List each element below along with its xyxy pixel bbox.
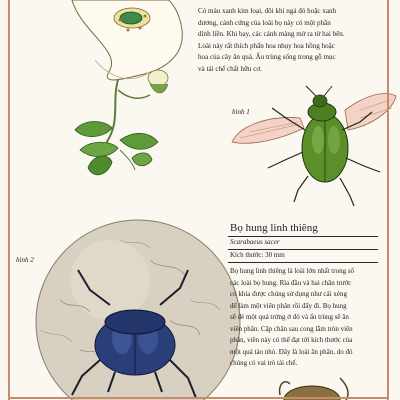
section-title: Bọ hung linh thiêng — [230, 222, 318, 234]
description-line: Bọ hung linh thiêng là loài lớn nhất trong số — [230, 267, 355, 275]
figure-2-label: hình 2 — [16, 256, 34, 264]
description-line: các loài bọ hung. Rìa đầu và hai chân trước — [230, 278, 352, 287]
description-line: phân, viên này có thể đạt tới kích thước của — [230, 336, 353, 344]
description-line: viên phân. Cặp chân sau cong lắm tròn viên — [230, 324, 353, 333]
description-line: và tái chế chất hữu cơ. — [198, 64, 262, 73]
description-line: dương, cánh cứng của loài bọ này có một phần — [198, 18, 331, 27]
scientific-name: Scarabaeus sacer — [230, 238, 280, 246]
page-frame-bottom — [8, 397, 389, 399]
description-line: để làm một viên phân rồi đẩy đi. Bọ hung — [230, 301, 347, 310]
description-line: có khía được chúng sử dụng như cái xẻng — [230, 290, 347, 298]
flower-illustration — [72, 0, 182, 175]
description-line: chúng có vai trò tái chế. — [230, 359, 298, 367]
description-line: Có màu xanh kim loại, đôi khi ngả đỏ hoặc xanh — [198, 7, 337, 15]
description-line: dính liền. Khi bay, các cánh màng mở ra từ hai bên. — [198, 30, 345, 38]
sci-rule — [228, 249, 378, 250]
description-line: Loài này rất thích phấn hoa nhụy hoa hồng hoặc — [198, 41, 335, 50]
description-line: một quả táo nhỏ. Đây là loài ăn phân, do đó — [230, 347, 353, 356]
title-rule — [228, 236, 378, 237]
scarab-description — [230, 266, 380, 370]
figure-1-label: hình 1 — [232, 108, 250, 116]
green-beetle-illustration — [232, 86, 396, 206]
green-beetle-description — [198, 6, 383, 75]
description-line: hoa của cây ăn quả. Ấu trùng sống trong gỗ mục — [198, 53, 336, 61]
size-info: Kích thước: 30 mm — [230, 251, 285, 259]
description-line: sẽ đẻ một quả trứng ở đó và ấu trùng sẽ ăn — [230, 313, 349, 321]
size-rule — [228, 262, 378, 263]
